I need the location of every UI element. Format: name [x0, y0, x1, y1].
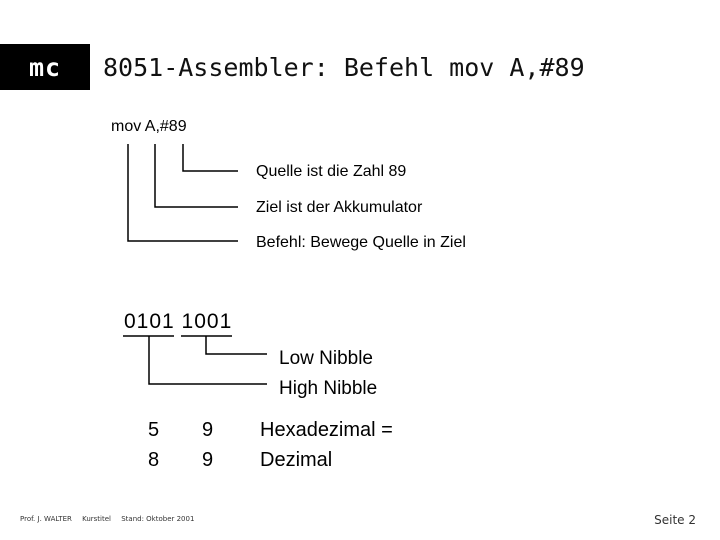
hex-label: Hexadezimal =: [260, 419, 393, 441]
source-connector: [183, 144, 238, 171]
low-nibble-connector: [206, 336, 267, 354]
high-nibble-connector: [149, 336, 267, 384]
destination-connector: [155, 144, 238, 207]
instruction-text: mov A,#89: [111, 118, 187, 135]
hex-high-digit: 5: [148, 419, 160, 441]
binary-encoding: 0101 1001: [124, 310, 233, 333]
hex-low-digit: 9: [202, 419, 214, 441]
low-nibble-label: Low Nibble: [279, 348, 373, 369]
slide-title: 8051-Assembler: Befehl mov A,#89: [103, 53, 585, 82]
dec-high-digit: 8: [148, 449, 160, 471]
footer-date: Stand: Oktober 2001: [121, 515, 195, 523]
annotation-command: Befehl: Bewege Quelle in Ziel: [256, 234, 466, 251]
footer-course: Kurstitel: [82, 515, 111, 523]
annotation-destination: Ziel ist der Akkumulator: [256, 199, 423, 216]
footer-info: [20, 515, 194, 523]
high-nibble-label: High Nibble: [279, 378, 378, 399]
footer-author: Prof. J. WALTER: [20, 515, 72, 523]
dec-low-digit: 9: [202, 449, 214, 471]
dec-label: Dezimal: [260, 449, 333, 471]
annotation-source: Quelle ist die Zahl 89: [256, 163, 407, 180]
logo-text: mc: [28, 52, 62, 82]
page-number: Seite 2: [654, 513, 696, 527]
